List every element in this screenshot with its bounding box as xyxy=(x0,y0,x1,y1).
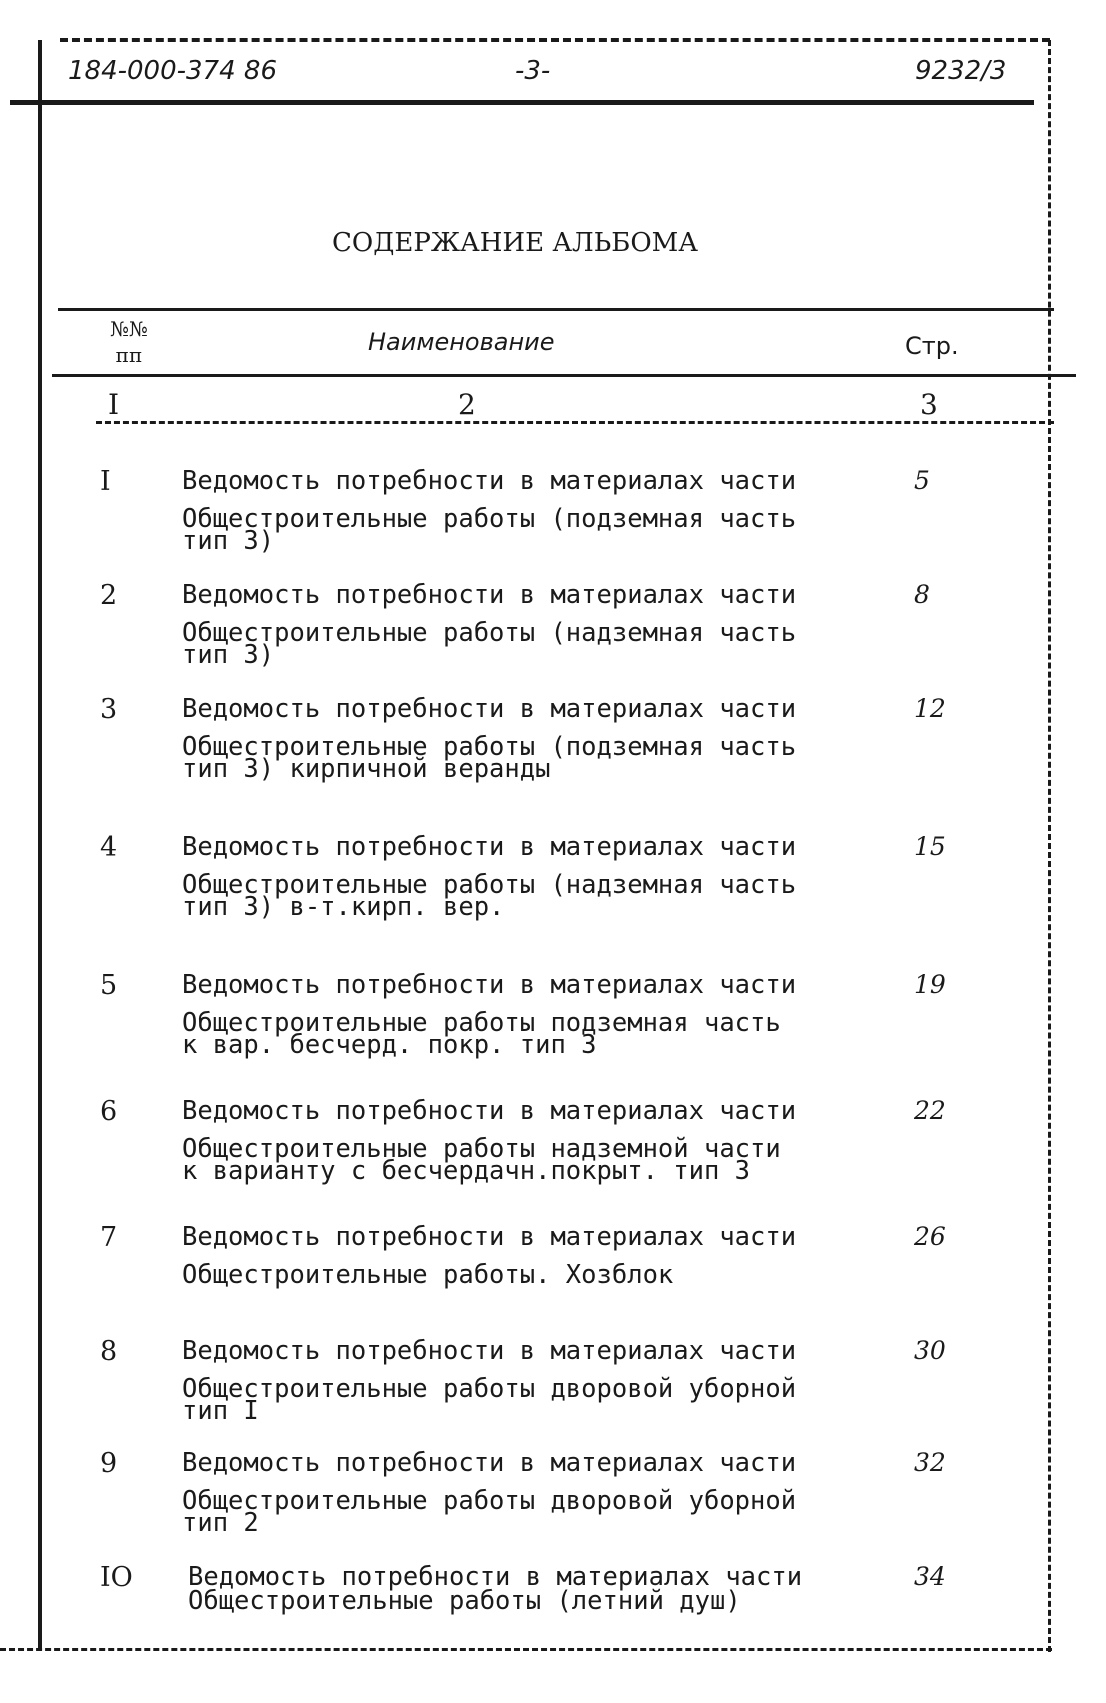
row-title-line: тип 2 xyxy=(182,1508,259,1538)
row-title-line: Ведомость потребности в материалах части xyxy=(182,1222,797,1252)
table-top-rule xyxy=(58,308,1054,311)
row-title-line: тип I xyxy=(182,1396,259,1426)
row-page: 34 xyxy=(914,1562,946,1591)
row-title-line: к варианту с бесчердачн.покрыт. тип 3 xyxy=(182,1156,751,1186)
frame-top-border xyxy=(60,38,1050,42)
row-page: 8 xyxy=(914,580,930,609)
row-title-line: Ведомость потребности в материалах части xyxy=(182,694,797,724)
row-number: I xyxy=(100,466,111,497)
row-number: 9 xyxy=(100,1448,118,1479)
row-title-line: тип 3) в-т.кирп. вер. xyxy=(182,892,505,922)
row-title-line: Ведомость потребности в материалах части xyxy=(182,832,797,862)
row-number: 4 xyxy=(100,832,118,863)
row-page: 19 xyxy=(914,970,946,999)
row-title-line: Общестроительные работы (летний душ) xyxy=(188,1586,741,1616)
row-title-line: Ведомость потребности в материалах части xyxy=(182,466,797,496)
row-title-line: Общестроительные работы дворовой уборной xyxy=(182,1374,797,1404)
table-subheader-rule xyxy=(96,421,1054,424)
row-title-line: Общестроительные работы дворовой уборной xyxy=(182,1486,797,1516)
frame-bottom-border xyxy=(0,1648,1052,1651)
document-code: 184-000-374 86 xyxy=(68,56,277,86)
frame-left-border xyxy=(38,40,42,1650)
row-title-line: тип 3) кирпичной веранды xyxy=(182,754,551,784)
page-title: СОДЕРЖАНИЕ АЛЬБОМА xyxy=(332,228,698,258)
row-title-line: Ведомость потребности в материалах части xyxy=(182,580,797,610)
table-header-rule xyxy=(52,374,1076,377)
row-title-line: тип 3) xyxy=(182,526,275,556)
row-title-line: Общестроительные работы (подземная часть xyxy=(182,504,797,534)
row-number: IO xyxy=(100,1562,133,1593)
column-number-2: 2 xyxy=(458,388,476,421)
row-title-line: Общестроительные работы. Хозблок xyxy=(182,1260,674,1290)
row-page: 32 xyxy=(914,1448,946,1477)
column-header-number: №№ пп xyxy=(110,317,148,367)
row-number: 7 xyxy=(100,1222,118,1253)
row-title-line: Ведомость потребности в материалах части xyxy=(188,1562,803,1592)
row-number: 2 xyxy=(100,580,118,611)
row-title-line: Ведомость потребности в материалах части xyxy=(182,1336,797,1366)
column-number-1: I xyxy=(108,388,120,421)
row-title-line: Ведомость потребности в материалах части xyxy=(182,970,797,1000)
row-title-line: Ведомость потребности в материалах части xyxy=(182,1096,797,1126)
page-number: -3- xyxy=(515,56,551,86)
column-header-name: Наименование xyxy=(368,328,555,356)
row-number: 3 xyxy=(100,694,118,725)
row-number: 8 xyxy=(100,1336,118,1367)
row-page: 26 xyxy=(914,1222,946,1251)
row-title-line: Общестроительные работы (подземная часть xyxy=(182,732,797,762)
row-page: 5 xyxy=(914,466,930,495)
column-number-3: 3 xyxy=(920,388,938,421)
row-number: 6 xyxy=(100,1096,118,1127)
row-page: 30 xyxy=(914,1336,946,1365)
row-number: 5 xyxy=(100,970,118,1001)
row-title-line: Общестроительные работы подземная часть xyxy=(182,1008,781,1038)
row-page: 22 xyxy=(914,1096,946,1125)
row-title-line: к вар. бесчерд. покр. тип 3 xyxy=(182,1030,597,1060)
header-divider xyxy=(10,100,1034,105)
album-number: 9232/3 xyxy=(915,56,1007,86)
column-header-page: Стр. xyxy=(905,332,959,360)
row-page: 15 xyxy=(914,832,946,861)
row-title-line: Общестроительные работы (надземная часть xyxy=(182,618,797,648)
row-title-line: тип 3) xyxy=(182,640,275,670)
row-page: 12 xyxy=(914,694,946,723)
frame-right-border xyxy=(1048,40,1051,1652)
row-title-line: Ведомость потребности в материалах части xyxy=(182,1448,797,1478)
row-title-line: Общестроительные работы надземной части xyxy=(182,1134,781,1164)
row-title-line: Общестроительные работы (надземная часть xyxy=(182,870,797,900)
